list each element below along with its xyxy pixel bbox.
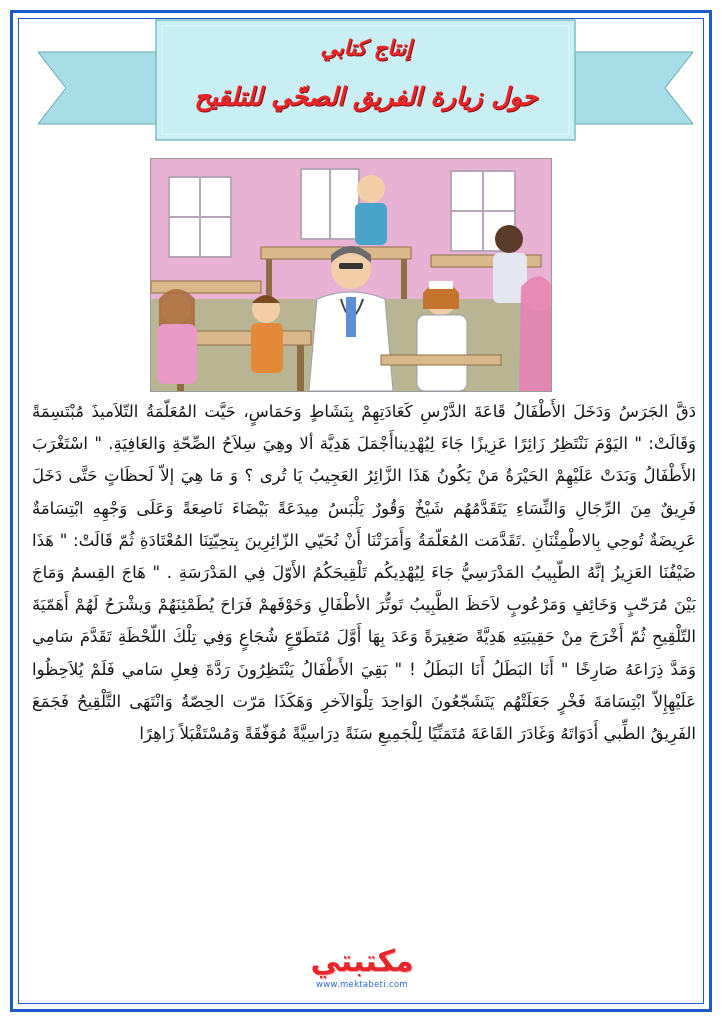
title-line-1: إنتاج كتابي [320, 36, 412, 60]
classroom-scene-image [151, 159, 551, 391]
site-logo [282, 944, 442, 1004]
title-line-2: حول زيارة الفريق الصحّي للتلقيح [194, 82, 538, 111]
story-paragraph: دَقَّ الجَرَسُ وَدَخَلَ الأَطْفَالُ قَاعَةَ الدَّرْسِ كَعَادَتِهِمْ بِنَشَاطٍ وَحَمَاسٍ، حَيَّت المُعَلّمَةُ التّلاَميذَ مُبْتَسِمَةً وَقَالَتْ: " اليَوْمَ نَنْتَظِرُ زَائِرًا عَزِيزًا جَاءَ لِيُهْدِيناأَجْمَلَ هَدِيَّة ألا وهِيَ سِلاَحُ الصِّحّةِ وَالعَافِيَةِ. " اسْتَغْرَبَ الأَطْفَالُ وَبَدَتْ عَلَيْهِمْ الحَيْرَةُ مَنْ يَكُونُ هَذَا الزَّائِرُ العَجِيبُ يَا تُرى ؟ وَ مَا هِيَ إلاّ لَحظَاتٍ حَتَّى دَخَلَ فَرِيقٌ مِنَ الرِّجَالِ وَالنِّسَاءِ يَتَقَدَّمُهُم شَيْخٌ وَقُورٌ يَلْبَسُ مِيدَعَةً بَيْضَاءَ نَاصِعَةً وَعَلَى وَجْهِهِ ابْتِسَامَةٌ عَرِيضَةٌ تُوحِي بِالاطْمِئْنَانِ .تَقَدَّمَت المُعَلّمَةُ وَأَمَرَتْنَا أَنْ نُحَيّي الزّائِرِينَ بِتحِيّتِنَا المُعْتَادَةِ ثُمّ قَالَتْ: " هَذَا ضَيْفُنَا العَزِيزُ إنَّهُ الطّبِيبُ المَدْرَسِيُّ جَاءَ لِيُهْدِيكُم تَلْقِيحَكُمُ الأَوّلَ فِي المَدْرَسَةِ . " هَاجَ القِسمُ وَمَاجَ بَيْنَ مُرَحّبٍ وَخَائِفٍ وَمَرْعُوبٍ لاَحَظَ الطَّبِيبُ تَوتُّرَ الأطْفَالِ وَخَوْفَهمْ فَرَاحَ يُطَمْئِنَهُمْ وَيشْرَحُ لَهُمْ أَهَمّيَةَ التّلْقِيحِ ثُمّ أَخْرَجَ مِنْ حَقِيبَتِهِ هَدِيَّةً صَغِيرَةً وَعَدَ بِهَا أَوَّلَ مُتَطَوّعٍ شُجَاعٍ وَفِي تِلْكَ اللّحْظَةِ تَقَدَّمَ سَامِي وَمَدَّ ذِرَاعَهُ صَارِخًا " أَنَا البَطَلُ أَنَا البَطَلُ ! " بَقِيَ الأَطْفَالُ يَنْتَظِرُونَ رَدَّةَ فِعلِ سَامي فَلَمْ يُلاَحِظُوا عَلَيْهِإِلاّ ابْتِسَامَةَ فَخْرٍ جَعَلَتْهُم يَتَشَجّعُونَ الوَاحِدَ تِلْوَالآخرِ وَهَكَذَا مَرّت الحِصّةُ وَانْتَهَى التَّلْقِيحُ فَجَمَعَ الفَرِيقُ الطِّبي أَدَوَاتَهُ وَغَادَرَ القَاعَةَ مُتَمَنِّيًا لِلْجَمِيعِ سَنَةً دِرَاسِيَّةً مُوَفّقَةً وَمُسْتَقْبَلاً زَاهِرًا [32, 402, 696, 744]
logo-text: مكتبتي [310, 944, 414, 979]
classroom-illustration [150, 158, 552, 392]
title-banner [38, 12, 693, 152]
logo-url: www.mektabeti.com [315, 980, 409, 990]
